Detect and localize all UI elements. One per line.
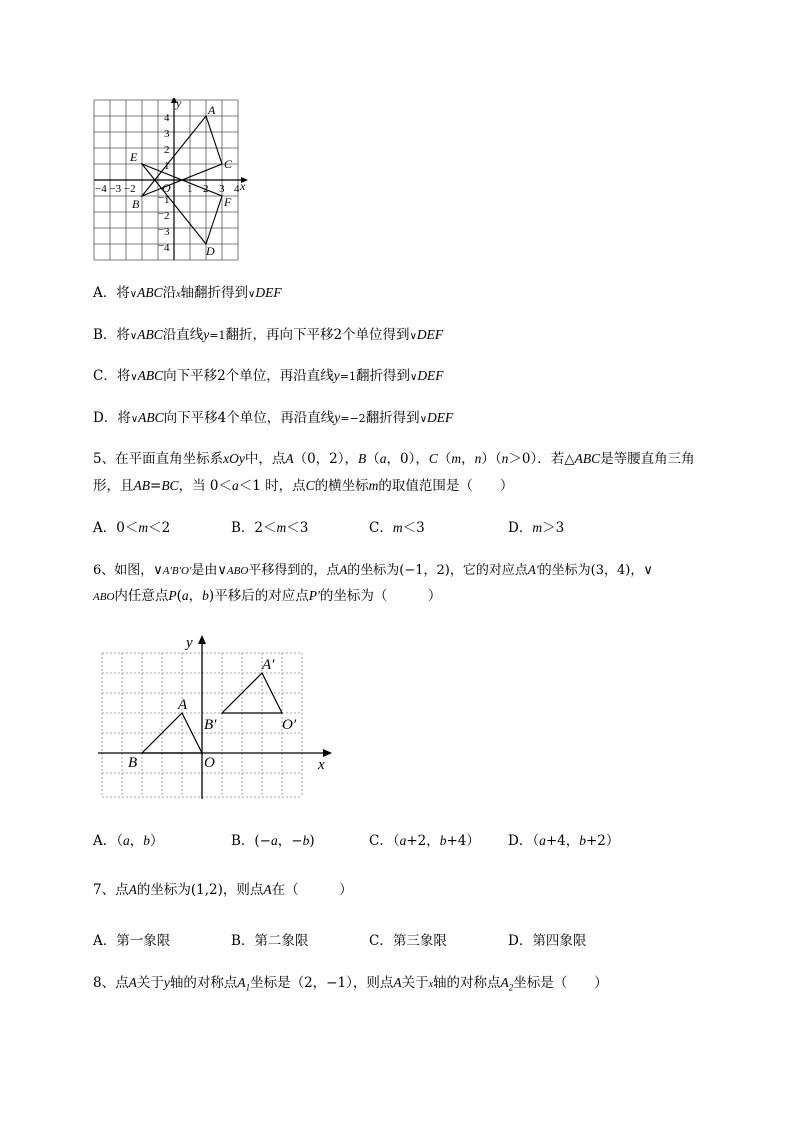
- tick-x-2: 2: [203, 183, 209, 195]
- q7-option-a: A．第一象限: [93, 933, 171, 949]
- y-axis-arrow-icon: [198, 635, 206, 644]
- y-axis-label: y: [176, 98, 182, 110]
- tick-y-neg-1: 1: [164, 194, 170, 206]
- q6-stem-line2: ABO内任意点P(a，b)平移后的对应点P′的坐标为（ ）: [93, 588, 442, 604]
- label-a-prime: A′: [262, 657, 275, 673]
- q7-option-c: C．第三象限: [369, 933, 447, 949]
- x-axis-label: x: [240, 179, 246, 193]
- label-c: C: [224, 157, 233, 171]
- tick-x-1: 1: [187, 183, 193, 195]
- q5-stem-line1: 5、在平面直角坐标系xOy中，点A（0，2），B（a，0），C（m，n）（n＞0）．若△ABC是等腰直角三角: [93, 451, 695, 467]
- tick-y-2: 2: [164, 144, 170, 156]
- q7-stem: 7、点A的坐标为(1,2)，则点A在（ ）: [93, 882, 353, 898]
- x-axis-label: x: [318, 757, 325, 773]
- x-axis-arrow-icon: [323, 749, 332, 757]
- q4-option-a: A．将∨ABC沿x轴翻折得到∨DEF: [93, 285, 282, 301]
- triangle-def: [142, 164, 222, 244]
- tick-y-neg-2-sign: −: [158, 208, 165, 220]
- tick-y-1: 1: [164, 160, 170, 172]
- label-e: E: [130, 150, 138, 164]
- tick-y-neg-4: 4: [164, 242, 170, 254]
- tick-y-neg-4-sign: −: [158, 240, 165, 252]
- tick-x-4: 4: [234, 183, 240, 195]
- tick-y-3: 3: [164, 128, 170, 140]
- label-a: A: [208, 103, 216, 117]
- y-axis-label: y: [186, 635, 193, 651]
- tick-y-neg-3-sign: −: [158, 224, 165, 236]
- q5-option-a: A．0＜m＜2: [93, 520, 171, 536]
- tick-y-neg-1-sign: −: [158, 192, 165, 204]
- q5-option-d: D．m＞3: [508, 520, 565, 536]
- q8-stem: 8、点A关于y轴的对称点$A_1$坐标是（2，−1），则点A关于x轴的对称点$A_2$坐标是（ ）: [93, 975, 608, 993]
- q6-option-b: B．(−a，−b): [231, 833, 315, 849]
- q6-stem-line1: 6、如图，∨A′B′O′是由∨ABO平移得到的，点A的坐标为(−1，2)，它的对应点A′的坐标为(3，4)，∨: [93, 562, 653, 578]
- label-o: O: [204, 755, 215, 771]
- label-a: A: [178, 697, 188, 713]
- label-b-prime: B′: [204, 717, 217, 733]
- tick-y-neg-2: 2: [164, 210, 170, 222]
- q4-option-b: B．将∨ABC沿直线y=1翻折，再向下平移2个单位得到∨DEF: [93, 327, 444, 343]
- figure-translation-abo: [98, 633, 338, 803]
- tick-x-3: 3: [219, 183, 225, 195]
- tick-y-neg-3: 3: [164, 226, 170, 238]
- q5-stem-line2: 形，且AB=BC，当 0＜a＜1 时，点C的横坐标m的取值范围是（ ）: [93, 478, 514, 494]
- q6-option-a: A．（a，b）: [93, 833, 164, 849]
- q6-option-d: D．（a+4，b+2）: [508, 833, 620, 849]
- q7-option-d: D．第四象限: [508, 933, 587, 949]
- q6-option-c: C．（a+2，b+4）: [369, 833, 480, 849]
- tick-x-neg: −4 −3 −2: [95, 183, 136, 195]
- origin-label: O: [162, 181, 171, 195]
- label-o-prime: O′: [282, 717, 297, 733]
- label-b: B: [132, 197, 140, 211]
- q4-option-c: C．将∨ABC向下平移2个单位，再沿直线y=1翻折得到∨DEF: [93, 368, 444, 384]
- tick-y-4: 4: [164, 112, 170, 124]
- figure-triangles-abc-def: [92, 98, 252, 263]
- q5-option-b: B．2＜m＜3: [231, 520, 309, 536]
- q5-option-c: C．m＜3: [369, 520, 425, 536]
- label-d: D: [206, 244, 215, 258]
- q7-option-b: B．第二象限: [231, 933, 309, 949]
- q4-option-d: D．将∨ABC向下平移4个单位，再沿直线y=−2翻折得到∨DEF: [93, 410, 454, 426]
- label-f: F: [224, 195, 232, 209]
- label-b: B: [128, 755, 138, 771]
- triangle-abc: [142, 116, 222, 196]
